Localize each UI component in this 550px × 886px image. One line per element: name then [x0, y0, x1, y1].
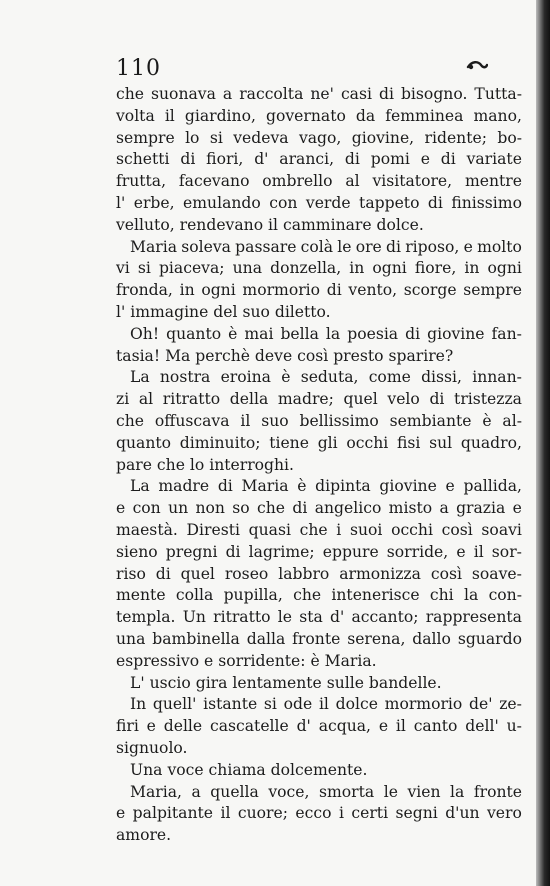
text-word: casi — [340, 85, 372, 103]
text-word: donzella, — [270, 259, 342, 278]
text-word: verde — [305, 193, 351, 212]
text-line — [116, 738, 522, 760]
text-word: certi — [351, 804, 389, 823]
text-word: le — [337, 237, 352, 256]
text-line — [116, 280, 522, 302]
text-word: che — [116, 411, 145, 430]
text-word: quadro, — [460, 433, 522, 452]
text-word: Tutta- — [474, 85, 522, 103]
text-word: vago, — [298, 128, 342, 147]
text-word: in — [349, 259, 365, 278]
text-word: così — [430, 564, 462, 583]
text-word: soavi — [481, 520, 522, 539]
text-word: pupilla, — [223, 586, 283, 605]
text-word: bisogno. — [400, 85, 468, 103]
text-word: schetti — [116, 150, 170, 169]
text-word: con — [132, 499, 161, 518]
text-word: fiore, — [414, 259, 457, 278]
text-line — [116, 367, 522, 389]
text-line — [116, 760, 522, 782]
text-line — [116, 825, 522, 847]
text-word: roseo — [224, 564, 269, 583]
text-word: il — [318, 695, 329, 714]
text-word: di — [155, 564, 171, 583]
text-word: quanto — [116, 433, 172, 452]
text-word: La — [130, 368, 150, 387]
text-line-content: espressivo e sorridente: è Maria. — [116, 651, 377, 670]
text-word: una — [116, 629, 146, 648]
text-word: mano, — [473, 106, 522, 125]
text-word: colà — [300, 237, 334, 256]
text-word: e — [116, 499, 126, 518]
text-word: eppure — [322, 542, 379, 561]
text-word: offuscava — [154, 411, 230, 430]
text-word: ne' — [310, 85, 334, 103]
text-word: fronda, — [116, 281, 173, 300]
text-line — [116, 585, 522, 607]
text-line — [116, 782, 522, 804]
text-word: visitatore, — [372, 172, 453, 191]
text-word: sor- — [491, 542, 522, 561]
text-word: colla — [175, 586, 214, 605]
text-word: fronte — [292, 629, 341, 648]
text-word: diminuito; — [179, 433, 261, 452]
text-word: variate — [466, 150, 522, 169]
text-word: mente — [116, 586, 166, 605]
ornament-icon — [466, 60, 488, 72]
text-word: e — [378, 717, 389, 736]
text-word: mormorio — [242, 281, 321, 300]
text-word: e — [512, 499, 522, 518]
text-word: bellissimo — [299, 411, 379, 430]
body-text — [116, 84, 522, 847]
text-word: e — [456, 542, 466, 561]
text-word: ritratto — [162, 390, 221, 409]
text-line — [116, 389, 522, 411]
text-word: di — [344, 150, 360, 169]
text-word: vento, — [348, 281, 398, 300]
text-word: i — [336, 520, 342, 539]
text-word: quella — [210, 782, 259, 801]
text-word: zi — [116, 390, 130, 409]
text-word: giovine, — [351, 128, 415, 147]
text-word: cascatelle — [209, 717, 289, 736]
text-word: di — [405, 324, 421, 343]
text-word: i — [338, 804, 344, 823]
text-word: accanto; — [351, 608, 419, 627]
text-word: Maria — [130, 237, 178, 256]
text-word: molto — [477, 237, 522, 256]
text-line — [116, 564, 522, 586]
text-word: con — [269, 193, 298, 212]
text-word: le — [277, 608, 292, 627]
text-word: occhi — [346, 433, 389, 452]
text-word: il — [240, 411, 251, 430]
text-word: di — [217, 477, 233, 496]
text-word: il — [395, 717, 406, 736]
text-word: dipinta — [315, 477, 371, 496]
text-word: d'un — [445, 804, 480, 823]
text-word: dell' — [465, 717, 499, 736]
text-word: suoi — [349, 520, 383, 539]
text-word: come — [368, 368, 411, 387]
text-line — [116, 193, 522, 215]
text-word: dallo — [412, 629, 451, 648]
text-word: sempre — [463, 281, 522, 300]
text-word: istante — [203, 695, 258, 714]
text-line — [116, 324, 522, 346]
text-word: frutta, — [116, 172, 167, 191]
text-word: le — [383, 782, 398, 801]
text-word: quasi — [248, 520, 291, 539]
text-word: giardino, — [184, 106, 256, 125]
text-word: governato — [266, 106, 346, 125]
text-word: al — [138, 390, 154, 409]
text-word: tappeto — [359, 193, 420, 212]
text-word: di — [429, 390, 445, 409]
text-word: ogni — [372, 259, 407, 278]
text-word: Maria, — [130, 782, 182, 801]
text-word: femminea — [385, 106, 464, 125]
text-line — [116, 433, 522, 455]
text-line — [116, 629, 522, 651]
text-word: che — [257, 499, 286, 518]
text-word: la — [463, 586, 479, 605]
text-line — [116, 411, 522, 433]
text-word: smorta — [318, 782, 375, 801]
text-word: bella — [280, 324, 319, 343]
text-word: acqua, — [318, 717, 371, 736]
text-line — [116, 455, 522, 477]
text-word: canto — [413, 717, 458, 736]
text-word: segni — [395, 804, 438, 823]
text-word: d' — [254, 150, 269, 169]
text-word: di — [180, 150, 196, 169]
text-word: volta — [116, 106, 155, 125]
text-word: che — [116, 85, 145, 103]
text-word: so — [232, 499, 250, 518]
text-word: raccolta — [239, 85, 304, 103]
text-word: fan- — [491, 324, 522, 343]
text-word: madre — [158, 477, 210, 496]
text-word: pallida, — [463, 477, 522, 496]
text-word: piaceva; — [158, 259, 225, 278]
text-word: occhi — [391, 520, 433, 539]
text-word: pregni — [165, 542, 218, 561]
text-word: giovine — [379, 477, 437, 496]
text-word: firi — [116, 717, 139, 736]
book-spine-edge — [536, 0, 550, 886]
text-word: vi — [116, 259, 130, 278]
text-line — [116, 215, 522, 237]
text-word: a — [222, 85, 233, 103]
text-word: poesia — [347, 324, 399, 343]
text-line — [116, 607, 522, 629]
text-word: giovine — [427, 324, 485, 343]
text-word: fisi — [396, 433, 421, 452]
text-word: di — [440, 150, 456, 169]
text-word: voce, — [268, 782, 310, 801]
text-word: sempre — [116, 128, 175, 147]
text-word: l' — [116, 193, 126, 212]
text-word: pomi — [370, 150, 410, 169]
text-word: in — [179, 281, 195, 300]
text-word: Oh! — [130, 324, 160, 343]
text-word: dalla — [246, 629, 286, 648]
text-word: di — [326, 281, 342, 300]
text-word: innan- — [472, 368, 522, 387]
text-word: labbro — [278, 564, 330, 583]
text-line-content: tasia! Ma perchè deve così presto sparire? — [116, 346, 454, 365]
text-word: u- — [506, 717, 522, 736]
text-word: di — [427, 193, 443, 212]
text-word: sta — [299, 608, 323, 627]
text-word: vien — [407, 782, 441, 801]
text-word: de' — [469, 695, 493, 714]
text-word: soave- — [471, 564, 522, 583]
text-line-content: l' immagine del suo diletto. — [116, 302, 331, 321]
text-line — [116, 476, 522, 498]
text-word: gli — [317, 433, 338, 452]
text-line — [116, 106, 522, 128]
text-word: ogni — [487, 259, 522, 278]
text-word: riso — [116, 564, 146, 583]
text-word: tristezza — [454, 390, 522, 409]
text-word: vedeva — [233, 128, 289, 147]
text-word: La — [130, 477, 150, 496]
text-word: si — [137, 259, 151, 278]
text-word: chi — [429, 586, 454, 605]
text-word: e — [116, 804, 126, 823]
text-word: erbe, — [133, 193, 175, 212]
text-line-content: Una voce chiama dolcemente. — [130, 760, 368, 779]
text-word: rappresenta — [425, 608, 522, 627]
text-word: il — [473, 542, 484, 561]
text-word: quell' — [152, 695, 197, 714]
text-word: che — [293, 586, 322, 605]
text-line — [116, 237, 522, 259]
text-word: a — [191, 782, 201, 801]
text-word: con- — [488, 586, 522, 605]
text-word: angelico — [314, 499, 382, 518]
text-word: lagrime; — [248, 542, 315, 561]
text-word: quel — [180, 564, 215, 583]
text-word: è — [281, 368, 291, 387]
text-line — [116, 716, 522, 738]
text-word: seduta, — [300, 368, 359, 387]
text-line — [116, 803, 522, 825]
text-line — [116, 673, 522, 695]
text-word: e — [445, 477, 455, 496]
text-word: bo- — [497, 128, 522, 147]
text-word: che — [299, 520, 328, 539]
text-word: Un — [182, 608, 206, 627]
text-word: soleva — [181, 237, 231, 256]
text-word: e — [146, 717, 156, 736]
text-word: ombrello — [262, 172, 333, 191]
text-line-content: pare che lo interroghi. — [116, 455, 295, 474]
text-word: ore — [355, 237, 382, 256]
text-word: si — [263, 695, 277, 714]
text-line — [116, 346, 522, 368]
text-word: sul — [429, 433, 453, 452]
text-word: mai — [244, 324, 274, 343]
text-word: passare — [235, 237, 297, 256]
text-word: aranci, — [279, 150, 335, 169]
text-word: al — [345, 172, 360, 191]
text-word: serena, — [347, 629, 406, 648]
text-word: della — [229, 390, 269, 409]
text-word: dolce — [335, 695, 378, 714]
text-word: ritratto — [213, 608, 271, 627]
text-word: Maria — [241, 477, 289, 496]
text-word: lo — [185, 128, 200, 147]
text-word: di — [225, 542, 241, 561]
text-word: si — [209, 128, 223, 147]
text-word: eroina — [220, 368, 271, 387]
text-word: fiori, — [206, 150, 244, 169]
text-word: da — [355, 106, 376, 125]
text-word: e — [463, 237, 473, 256]
text-word: d' — [296, 717, 311, 736]
text-word: madre; — [277, 390, 334, 409]
text-word: di — [292, 499, 308, 518]
text-word: di — [378, 85, 394, 103]
text-word: ogni — [201, 281, 236, 300]
text-line — [116, 302, 522, 324]
text-word: la — [325, 324, 341, 343]
text-word: il — [164, 106, 175, 125]
text-word: così — [441, 520, 473, 539]
text-line — [116, 520, 522, 542]
text-word: non — [195, 499, 225, 518]
text-word: vero — [486, 804, 522, 823]
text-line — [116, 258, 522, 280]
text-line — [116, 694, 522, 716]
text-word: ridente; — [424, 128, 487, 147]
text-line — [116, 128, 522, 150]
text-word: dissi, — [421, 368, 462, 387]
text-line — [116, 149, 522, 171]
text-word: finissimo — [451, 193, 522, 212]
text-word: e — [420, 150, 430, 169]
text-line-content: velluto, rendevano il camminare dolce. — [116, 215, 424, 234]
text-word: sieno — [116, 542, 158, 561]
text-word: grazia — [456, 499, 506, 518]
text-word: la — [450, 782, 465, 801]
text-word: delle — [163, 717, 203, 736]
text-word: d' — [329, 608, 345, 627]
text-word: il — [220, 804, 231, 823]
text-line — [116, 542, 522, 564]
text-word: intenerisce — [331, 586, 420, 605]
text-word: è — [297, 477, 307, 496]
text-word: ecco — [295, 804, 332, 823]
text-word: maestà. — [116, 520, 178, 539]
text-word: sguardo — [457, 629, 522, 648]
text-word: in — [464, 259, 480, 278]
text-word: fronte — [473, 782, 522, 801]
text-word: facevano — [178, 172, 250, 191]
text-word: al- — [502, 411, 522, 430]
text-word: sembiante — [389, 411, 472, 430]
text-word: templa. — [116, 608, 176, 627]
text-word: nostra — [159, 368, 211, 387]
text-word: In — [130, 695, 147, 714]
text-word: riposo, — [405, 237, 460, 256]
text-word: scorge — [403, 281, 457, 300]
text-word: a — [439, 499, 449, 518]
text-word: velo — [387, 390, 420, 409]
text-line — [116, 84, 522, 106]
page-number: 110 — [116, 56, 161, 81]
text-word: è — [482, 411, 492, 430]
text-word: quanto — [166, 324, 222, 343]
text-word: una — [232, 259, 263, 278]
text-word: ode — [283, 695, 313, 714]
text-line-content: signuolo. — [116, 738, 188, 757]
text-line-content: amore. — [116, 826, 172, 845]
text-word: suo — [261, 411, 289, 430]
text-word: armonizza — [339, 564, 421, 583]
text-line — [116, 171, 522, 193]
text-word: di — [386, 237, 401, 256]
text-line — [116, 498, 522, 520]
text-word: mormorio — [384, 695, 463, 714]
text-word: palpitante — [132, 804, 214, 823]
text-word: cuore; — [237, 804, 288, 823]
text-word: sorride, — [386, 542, 449, 561]
text-word: tiene — [269, 433, 309, 452]
text-word: un — [168, 499, 189, 518]
text-word: quel — [343, 390, 378, 409]
text-word: bambinella — [152, 629, 240, 648]
text-word: Diresti — [186, 520, 240, 539]
text-word: emulando — [183, 193, 261, 212]
text-word: suonava — [151, 85, 216, 103]
text-word: mentre — [464, 172, 522, 191]
text-word: è — [228, 324, 238, 343]
text-word: ze- — [499, 695, 522, 714]
text-line — [116, 651, 522, 673]
text-line-content: L' uscio gira lentamente sulle bandelle. — [130, 673, 442, 692]
text-word: misto — [388, 499, 433, 518]
